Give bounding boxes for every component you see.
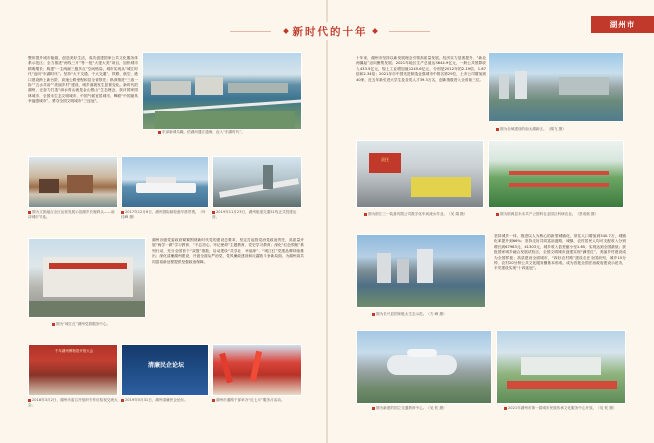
caption-text: 图为文旅融合全区运营发展示范湖乡长舰码头——南浔城市节选。 <box>28 210 115 219</box>
caption-railway-transit <box>212 210 302 220</box>
caption-east-lake-new-city <box>158 130 298 135</box>
caption-transport-education-center <box>372 406 496 411</box>
photo-changxing-ecology <box>356 234 486 308</box>
photo-party-service-center <box>28 238 146 318</box>
caption-marker-icon <box>496 128 499 131</box>
title-diamond-icon <box>283 28 289 34</box>
caption-marker-icon <box>496 213 499 216</box>
caption-marker-icon <box>28 399 31 402</box>
forum-sign: 清廉民企论坛 <box>147 362 184 369</box>
caption-agri-greenhouse <box>496 212 624 217</box>
caption-south-taihu-district <box>496 127 624 132</box>
factory-sign: 责任 <box>381 157 389 162</box>
photo-clean-enterprise-forum <box>121 344 209 396</box>
caption-text: 2018年3月2日，湖州市委召开组织专作访检视交流大会。 <box>28 398 118 407</box>
caption-text: 2021年湖州市第一届城市民族传承文化服务中心开放。（吴 钦 摄） <box>508 406 617 410</box>
photo-south-taihu-district <box>488 52 624 122</box>
caption-marker-icon <box>121 211 124 214</box>
caption-marker-icon <box>212 211 215 214</box>
caption-marker-icon <box>121 399 124 402</box>
photo-east-lake-new-city <box>142 52 302 130</box>
section-band: 湖州市 <box>591 16 654 33</box>
caption-text: 图为全域建设的南太湖新区。（湖飞 摄） <box>500 127 566 131</box>
caption-marker-icon <box>158 131 161 134</box>
title-text: 新时代的十年 <box>292 25 368 38</box>
caption-text: 湖州市通路干部举办“红七月”服务月活动。 <box>216 398 285 402</box>
caption-museum-conference <box>28 398 118 408</box>
photo-sany-workshop <box>356 140 484 208</box>
caption-nanxun-town <box>28 210 118 220</box>
paragraph-party-building: 湖州各级党委政府紧紧围绕新时代党的建设总要求，坚定打起管党治党政治责任，高质量开展“两学一做”学习教育、“不忘初心、牢记使命”主题教育、党史学习教育；深化“红色领航”系列行动，充分全国首个“双强”指数，启动建设“共享社 幸福家”、“城江红”党建品牌持续推出；深化清廉湖州建设，开创全面从严治党、党风廉政建设和反腐败斗争新局面，为湖州高共同富裕新征程提供坚强政治保障。 <box>152 238 304 264</box>
caption-text: 2017年12月6日，湖州国际邮轮港早晨景观。（叶佳峰 摄） <box>121 210 206 219</box>
left-page <box>0 0 326 443</box>
photo-transport-education-center <box>356 330 492 404</box>
caption-text: 2019年5月31日，湖州清廉民企论坛。 <box>125 398 188 402</box>
caption-marker-icon <box>212 399 215 402</box>
caption-marker-icon <box>28 211 31 214</box>
photo-railway-transit <box>212 156 302 208</box>
right-page <box>328 0 654 443</box>
caption-text: 图为浙江三一装备有限公司数字化车间流水作业。（吴 娟 摄） <box>368 212 468 216</box>
caption-text: 图为新建的国立交通教育中心。（吴 钦 摄） <box>376 406 447 410</box>
caption-cruise-port <box>121 210 209 220</box>
caption-culture-service-center <box>504 406 626 411</box>
photo-museum-conference <box>28 344 118 396</box>
caption-marker-icon <box>52 323 55 326</box>
caption-text: 图为浙源县未未共产公园科农业园区科研农业。（蔡成郁 摄） <box>500 212 599 216</box>
caption-clean-enterprise-forum <box>121 398 209 403</box>
caption-marker-icon <box>372 407 375 410</box>
caption-service-month <box>212 398 302 403</box>
photo-nanxun-town <box>28 156 118 208</box>
photo-service-month <box>212 344 302 396</box>
caption-marker-icon <box>364 213 367 216</box>
caption-text: 图为“城江红”湖州党群服务中心。 <box>56 322 111 326</box>
paragraph-city-development: 整体提升城市能级，创造美好生活，成功创建国家公共文化服务体系示范区；全力推进“两线三片”等一批“大建大美”项目，加快城市精明增长；构建“一主两副三极多点”空间格局。城市实现从“城江时代”迈向“东湖时代”。坚持“大干交通、干大交通”，铁路、航空、港口建设跨上新台阶，高速公路里程和县全省领先；纵深推进“三改一拆”“五水共治”“美丽乡村”建设，城乡面貌发生显著变化。新时代的湖州，正奋力打造“绿水青山就是金山银山”生态理念，获评国家园林城市、全国未生态文明城市、中国气候宜居城市，蝉联“中国最具幸福感城市”，勇夺全国文明城市“三连冠”。 <box>28 56 138 104</box>
page-title <box>271 22 389 40</box>
caption-text: 东部新城鸟瞰，依湖河通江通海，迈入“东湖时代”。 <box>162 130 245 134</box>
caption-marker-icon <box>504 407 507 410</box>
caption-text: 2019年11月23日，湖州航道交通51线正式投建运营。 <box>212 210 297 219</box>
banner-text: 千年湖州博物馆开馆大会 <box>54 349 94 353</box>
title-diamond-icon <box>372 28 378 34</box>
caption-marker-icon <box>372 313 375 316</box>
caption-sany-workshop <box>364 212 484 217</box>
caption-party-service-center <box>52 322 152 327</box>
photo-cruise-port <box>121 156 209 208</box>
photo-culture-service-center <box>496 330 626 404</box>
photo-agri-greenhouse <box>488 140 624 208</box>
caption-text: 图为长兴县国家级太生态示范。（方 峰 摄） <box>376 312 447 316</box>
paragraph-urban-rural: 坚持城乡一体，推进以人为核心的新型城镇化，常住人口增加到340.7万，城镇化率提升到66%；坚持走好共同富裕道路，城镇、农村居民人均可支配收入分别增长到67983元、41303元，城乡收入倍差缩小至1.65，实现达到全国最低；获批国家城乡融合发展试验区，全国文明城市创建实现“满堂红”，美丽乡村建设成为全国样板；高质建设全面城市，“四好农村路”建设走在全国前列，城乡15分钟、农村20分钟公共文化服务圈基本形成，成为首批全国法治政府建设示范市，平安建设实现“十四连冠”。 <box>494 234 626 271</box>
caption-changxing-ecology <box>372 312 492 317</box>
paragraph-economy: 十年来，湖州市坚持以新发展理念引领高质量发展，经济实力显著提升，“新北两翼起”迈向聚集发展。2021年地区生产总值达3644.9亿元，一般公共预算收入433.5亿元，规上工业增加值1245.6亿元，分别是2012年的2.19倍、1.67倍和2.34倍；2021年市中国先进制造业强城市中排名第29位，土市公司增加到40家，近五年新引进大学生及各类人才39.3万名，创新指数进入全省前三位。 <box>356 56 486 82</box>
